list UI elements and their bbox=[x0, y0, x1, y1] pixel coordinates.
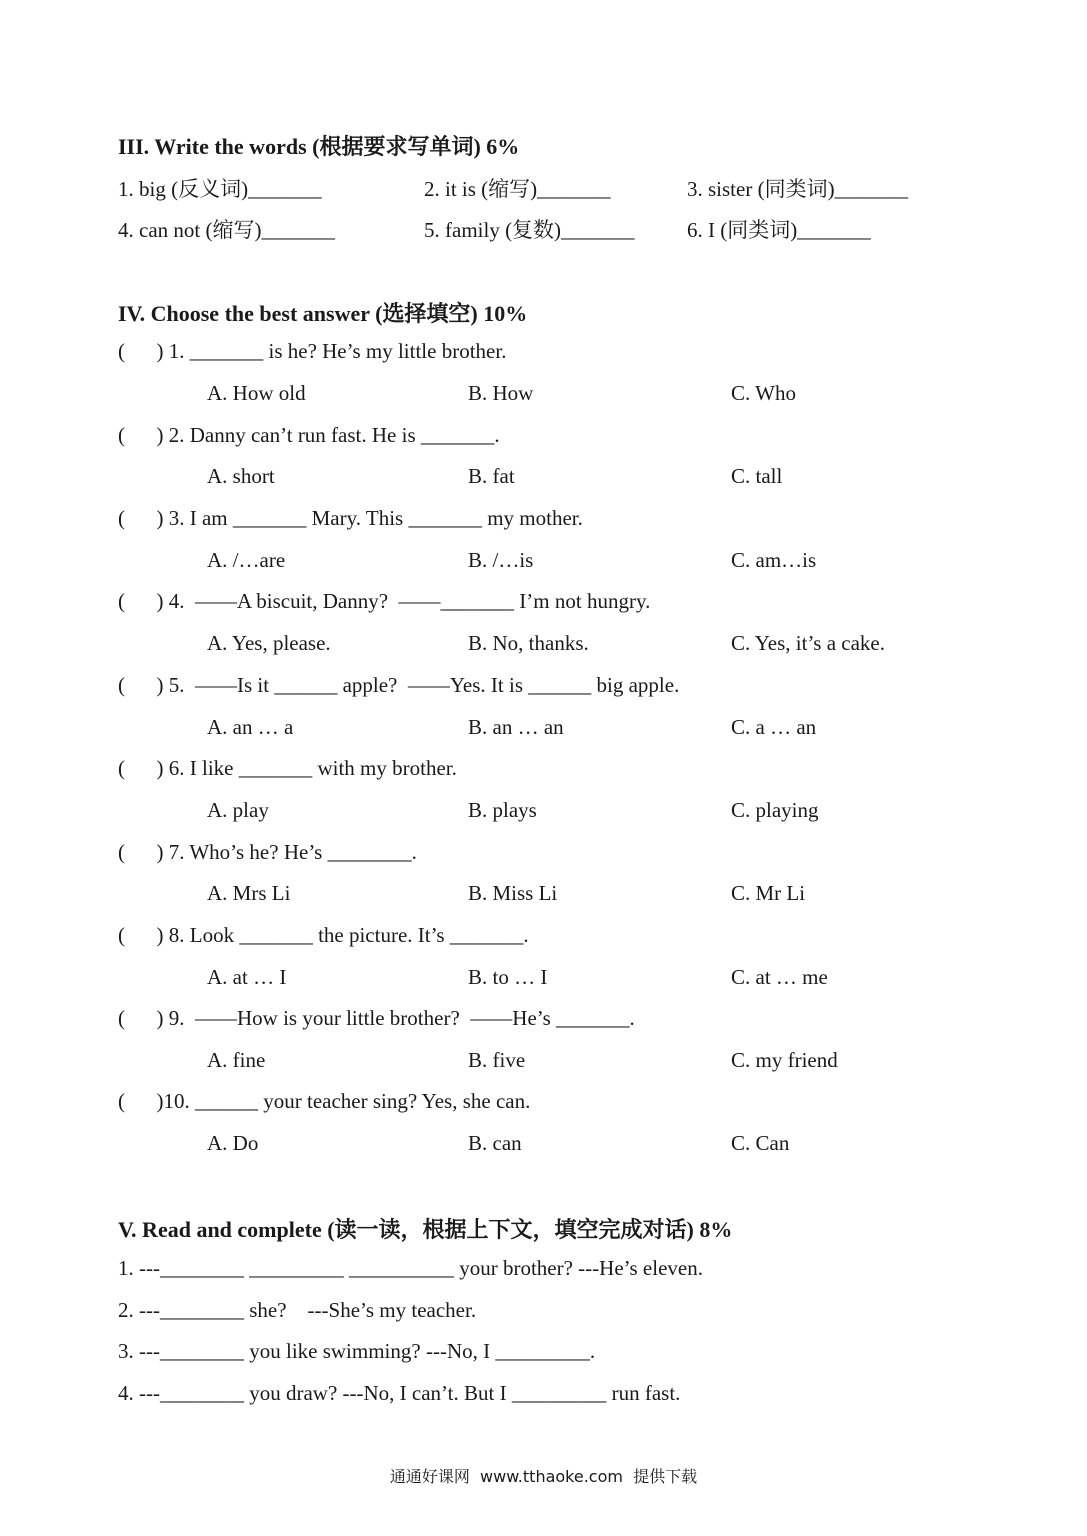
section-3-item-1: 1. big (反义词)_______ bbox=[118, 177, 322, 201]
question-8: ( ) 8. Look _______ the picture. It’s _______. bbox=[118, 923, 529, 947]
question-2: ( ) 2. Danny can’t run fast. He is _______. bbox=[118, 423, 500, 447]
question-6-option-c: C. playing bbox=[731, 798, 819, 822]
question-6-option-a: A. play bbox=[207, 798, 269, 822]
question-2-option-b: B. fat bbox=[468, 464, 515, 488]
question-5: ( ) 5. ——Is it ______ apple? ——Yes. It is ______ big apple. bbox=[118, 673, 680, 697]
section-5-title: V. Read and complete (读一读，根据上下文，填空完成对话) 8% bbox=[118, 1217, 733, 1242]
question-3-option-c: C. am…is bbox=[731, 548, 817, 572]
section-5-item-2: 2. ---________ she? ---She’s my teacher. bbox=[118, 1298, 477, 1322]
question-2-option-c: C. tall bbox=[731, 464, 783, 488]
question-10: ( )10. ______ your teacher sing? Yes, she can. bbox=[118, 1089, 531, 1113]
section-5-item-3: 3. ---________ you like swimming? ---No, I _________. bbox=[118, 1339, 596, 1363]
question-6: ( ) 6. I like _______ with my brother. bbox=[118, 756, 457, 780]
section-5-item-1: 1. ---________ _________ __________ your brother? ---He’s eleven. bbox=[118, 1256, 703, 1280]
question-1-option-c: C. Who bbox=[731, 381, 796, 405]
question-7-option-c: C. Mr Li bbox=[731, 881, 806, 905]
section-3-item-3: 3. sister (同类词)_______ bbox=[687, 177, 909, 201]
question-5-option-c: C. a … an bbox=[731, 715, 817, 739]
question-4-option-a: A. Yes, please. bbox=[207, 631, 331, 655]
question-8-option-b: B. to … I bbox=[468, 965, 548, 989]
question-3-option-a: A. /…are bbox=[207, 548, 286, 572]
question-5-option-b: B. an … an bbox=[468, 715, 564, 739]
section-3-item-4: 4. can not (缩写)_______ bbox=[118, 218, 335, 242]
footer-text: 通通好课网 www.tthaoke.com 提供下载 bbox=[389, 1467, 698, 1486]
question-8-option-c: C. at … me bbox=[731, 965, 828, 989]
section-5-item-4: 4. ---________ you draw? ---No, I can’t. But I _________ run fast. bbox=[118, 1381, 681, 1405]
question-8-option-a: A. at … I bbox=[207, 965, 287, 989]
question-3-option-b: B. /…is bbox=[468, 548, 534, 572]
question-9-option-c: C. my friend bbox=[731, 1048, 838, 1072]
question-4-option-c: C. Yes, it’s a cake. bbox=[731, 631, 885, 655]
question-10-option-c: C. Can bbox=[731, 1131, 790, 1155]
question-10-option-a: A. Do bbox=[207, 1131, 259, 1155]
question-7-option-b: B. Miss Li bbox=[468, 881, 558, 905]
question-10-option-b: B. can bbox=[468, 1131, 522, 1155]
question-7: ( ) 7. Who’s he? He’s ________. bbox=[118, 840, 417, 864]
question-5-option-a: A. an … a bbox=[207, 715, 294, 739]
question-4-option-b: B. No, thanks. bbox=[468, 631, 589, 655]
question-9: ( ) 9. ——How is your little brother? ——He’s _______. bbox=[118, 1006, 635, 1030]
question-6-option-b: B. plays bbox=[468, 798, 537, 822]
question-4: ( ) 4. ——A biscuit, Danny? ——_______ I’m not hungry. bbox=[118, 589, 651, 613]
question-7-option-a: A. Mrs Li bbox=[207, 881, 291, 905]
section-3-title: III. Write the words (根据要求写单词) 6% bbox=[118, 134, 520, 159]
question-9-option-a: A. fine bbox=[207, 1048, 266, 1072]
question-3: ( ) 3. I am _______ Mary. This _______ my mother. bbox=[118, 506, 583, 530]
section-3-item-2: 2. it is (缩写)_______ bbox=[424, 177, 611, 201]
question-1: ( ) 1. _______ is he? He’s my little brother. bbox=[118, 339, 507, 363]
section-3-item-5: 5. family (复数)_______ bbox=[424, 218, 635, 242]
question-2-option-a: A. short bbox=[207, 464, 275, 488]
question-9-option-b: B. five bbox=[468, 1048, 526, 1072]
question-1-option-a: A. How old bbox=[207, 381, 306, 405]
section-3-item-6: 6. I (同类词)_______ bbox=[687, 218, 871, 242]
question-1-option-b: B. How bbox=[468, 381, 534, 405]
section-4-title: IV. Choose the best answer (选择填空) 10% bbox=[118, 301, 528, 326]
